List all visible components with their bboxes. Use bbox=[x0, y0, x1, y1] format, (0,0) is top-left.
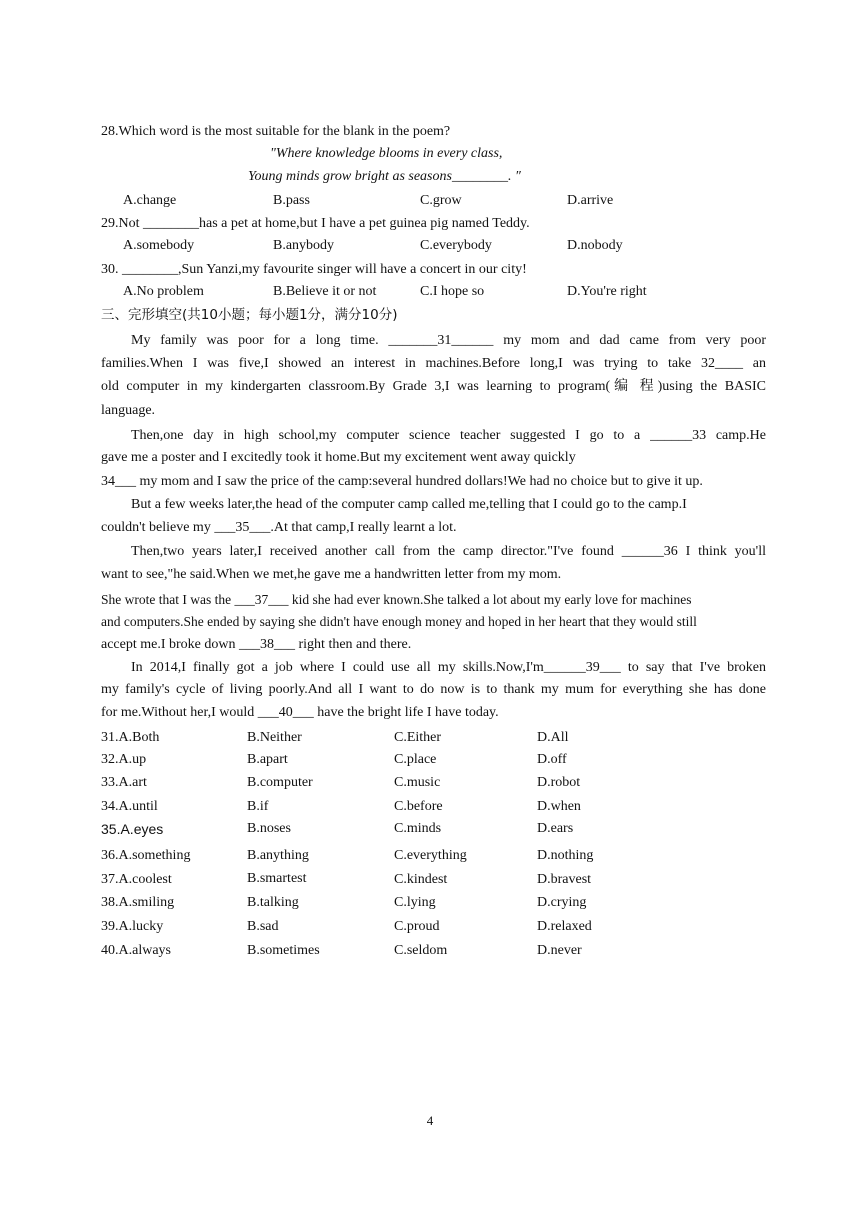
answer-34-a: 34.A.until bbox=[101, 799, 158, 814]
q30-blank: ________ bbox=[122, 262, 178, 277]
blank-38: ___38___ bbox=[239, 637, 295, 652]
blank-31: _______31______ bbox=[388, 333, 494, 348]
poem-line-1: "Where knowledge blooms in every class, bbox=[270, 146, 503, 161]
answer-40-d: D.never bbox=[537, 943, 582, 958]
passage-p3-line-1: But a few weeks later,the head of the computer camp called me,telling that I could go to the camp.I bbox=[131, 497, 687, 512]
answer-40-b: B.sometimes bbox=[247, 943, 320, 958]
passage-p1-line-1: My family was poor for a long time. _______31______ my mom and dad came from very poor bbox=[131, 333, 766, 348]
blank-32: 32____ bbox=[701, 356, 744, 371]
answer-40-c: C.seldom bbox=[394, 943, 448, 958]
answer-33-c: C.music bbox=[394, 775, 441, 790]
passage-p2-line-1: Then,one day in high school,my computer science teacher suggested I go to a ______33 camp.He bbox=[131, 428, 766, 443]
answer-37-c: C.kindest bbox=[394, 872, 448, 887]
q28-option-b: B.pass bbox=[273, 193, 310, 208]
answer-31-a: 31.A.Both bbox=[101, 730, 160, 745]
q30-option-a: A.No problem bbox=[123, 284, 204, 299]
q30-option-c: C.I hope so bbox=[420, 284, 485, 299]
blank-33: ______ bbox=[650, 428, 693, 443]
passage-p1-line-4: language. bbox=[101, 403, 156, 418]
section-3-title: 三、完形填空(共10小题；每小题1分，满分10分) bbox=[101, 307, 398, 323]
passage-p2-line-3: 34___ my mom and I saw the price of the camp:several hundred dollars!We had no choice but to give it up. bbox=[101, 474, 703, 489]
passage-p2-line-2: gave me a poster and I excitedly took it home.But my excitement went away quickly bbox=[101, 450, 576, 465]
blank-37: ___37___ bbox=[234, 592, 289, 607]
q29-option-d: D.nobody bbox=[567, 238, 623, 253]
answer-33-a: 33.A.art bbox=[101, 775, 147, 790]
blank-36: ______ bbox=[621, 544, 664, 559]
page-number: 4 bbox=[426, 1113, 434, 1128]
answer-32-b: B.apart bbox=[247, 752, 288, 767]
answer-35-b: B.noses bbox=[247, 821, 291, 836]
q29-option-b: B.anybody bbox=[273, 238, 335, 253]
answer-35-a: 35.A.eyes bbox=[101, 821, 164, 837]
passage-p6-line-2: my family's cycle of living poorly.And all I want to do now is to thank my mum for everything she has done bbox=[101, 682, 766, 697]
answer-37-b: B.smartest bbox=[247, 871, 307, 886]
passage-p6-line-1: In 2014,I finally got a job where I could use all my skills.Now,I'm______39___ to say that I've broken bbox=[131, 660, 766, 675]
passage-p5-line-3: accept me.I broke down ___38___ right then and there. bbox=[101, 637, 412, 652]
answer-36-c: C.everything bbox=[394, 848, 467, 863]
answer-38-a: 38.A.smiling bbox=[101, 895, 175, 910]
answer-38-c: C.lying bbox=[394, 895, 436, 910]
passage-p4-line-2: want to see,"he said.When we met,he gave me a handwritten letter from my mom. bbox=[101, 567, 562, 582]
passage-p1-line-2: families.When I was five,I showed an interest in machines.Before long,I was trying to take 32____ an bbox=[101, 356, 767, 371]
question-28-stem: 28.Which word is the most suitable for the blank in the poem? bbox=[101, 124, 451, 139]
answer-39-b: B.sad bbox=[247, 919, 279, 934]
q30-option-b: B.Believe it or not bbox=[273, 284, 377, 299]
passage-p5-line-2: and computers.She ended by saying she didn't have enough money and hoped in her heart that they would still bbox=[101, 614, 697, 629]
answer-35-d: D.ears bbox=[537, 821, 574, 836]
blank-35: ___35___ bbox=[214, 520, 271, 535]
blank-34: 34___ bbox=[101, 474, 136, 489]
q29-blank: ________ bbox=[143, 216, 199, 231]
answer-34-d: D.when bbox=[537, 799, 581, 814]
answer-34-b: B.if bbox=[247, 799, 269, 814]
answer-31-c: C.Either bbox=[394, 730, 442, 745]
answer-36-b: B.anything bbox=[247, 848, 309, 863]
q29-option-c: C.everybody bbox=[420, 238, 492, 253]
answer-35-c: C.minds bbox=[394, 821, 442, 836]
poem-blank: ________ bbox=[451, 169, 508, 184]
question-29-stem: 29.Not ________has a pet at home,but I have a pet guinea pig named Teddy. bbox=[101, 216, 530, 231]
blank-40: ___40___ bbox=[257, 705, 314, 720]
answer-39-d: D.relaxed bbox=[537, 919, 592, 934]
answer-39-a: 39.A.lucky bbox=[101, 919, 164, 934]
passage-p6-line-3: for me.Without her,I would ___40___ have the bright life I have today. bbox=[101, 705, 499, 720]
q28-option-a: A.change bbox=[123, 193, 177, 208]
answer-31-b: B.Neither bbox=[247, 730, 302, 745]
q28-option-d: D.arrive bbox=[567, 193, 614, 208]
passage-p1-line-3: old computer in my kindergarten classroom.By Grade 3,I was learning to program(编 程)using the BASIC bbox=[101, 379, 766, 394]
answer-34-c: C.before bbox=[394, 799, 443, 814]
q30-option-d: D.You're right bbox=[567, 284, 647, 299]
answer-37-d: D.bravest bbox=[537, 872, 592, 887]
answer-32-c: C.place bbox=[394, 752, 437, 767]
passage-p4-line-1: Then,two years later,I received another call from the camp director."I've found ______36 I think you'll bbox=[131, 544, 766, 559]
answer-38-d: D.crying bbox=[537, 895, 587, 910]
answer-37-a: 37.A.coolest bbox=[101, 872, 172, 887]
answer-31-d: D.All bbox=[537, 730, 569, 745]
answer-36-a: 36.A.something bbox=[101, 848, 191, 863]
answer-40-a: 40.A.always bbox=[101, 943, 171, 958]
answer-36-d: D.nothing bbox=[537, 848, 594, 863]
answer-33-b: B.computer bbox=[247, 775, 313, 790]
question-30-stem: 30. ________,Sun Yanzi,my favourite singer will have a concert in our city! bbox=[101, 262, 527, 277]
q29-option-a: A.somebody bbox=[123, 238, 195, 253]
answer-39-c: C.proud bbox=[394, 919, 440, 934]
passage-p3-line-2: couldn't believe my ___35___.At that camp,I really learnt a lot. bbox=[101, 520, 457, 535]
passage-p5-line-1: She wrote that I was the ___37___ kid she had ever known.She talked a lot about my early love for machines bbox=[101, 592, 692, 607]
answer-32-d: D.off bbox=[537, 752, 567, 767]
answer-32-a: 32.A.up bbox=[101, 752, 147, 767]
poem-line-2: Young minds grow bright as seasons________. ″ bbox=[248, 169, 521, 184]
q28-option-c: C.grow bbox=[420, 193, 462, 208]
answer-38-b: B.talking bbox=[247, 895, 299, 910]
answer-33-d: D.robot bbox=[537, 775, 581, 790]
blank-39: ______39___ bbox=[543, 660, 621, 675]
